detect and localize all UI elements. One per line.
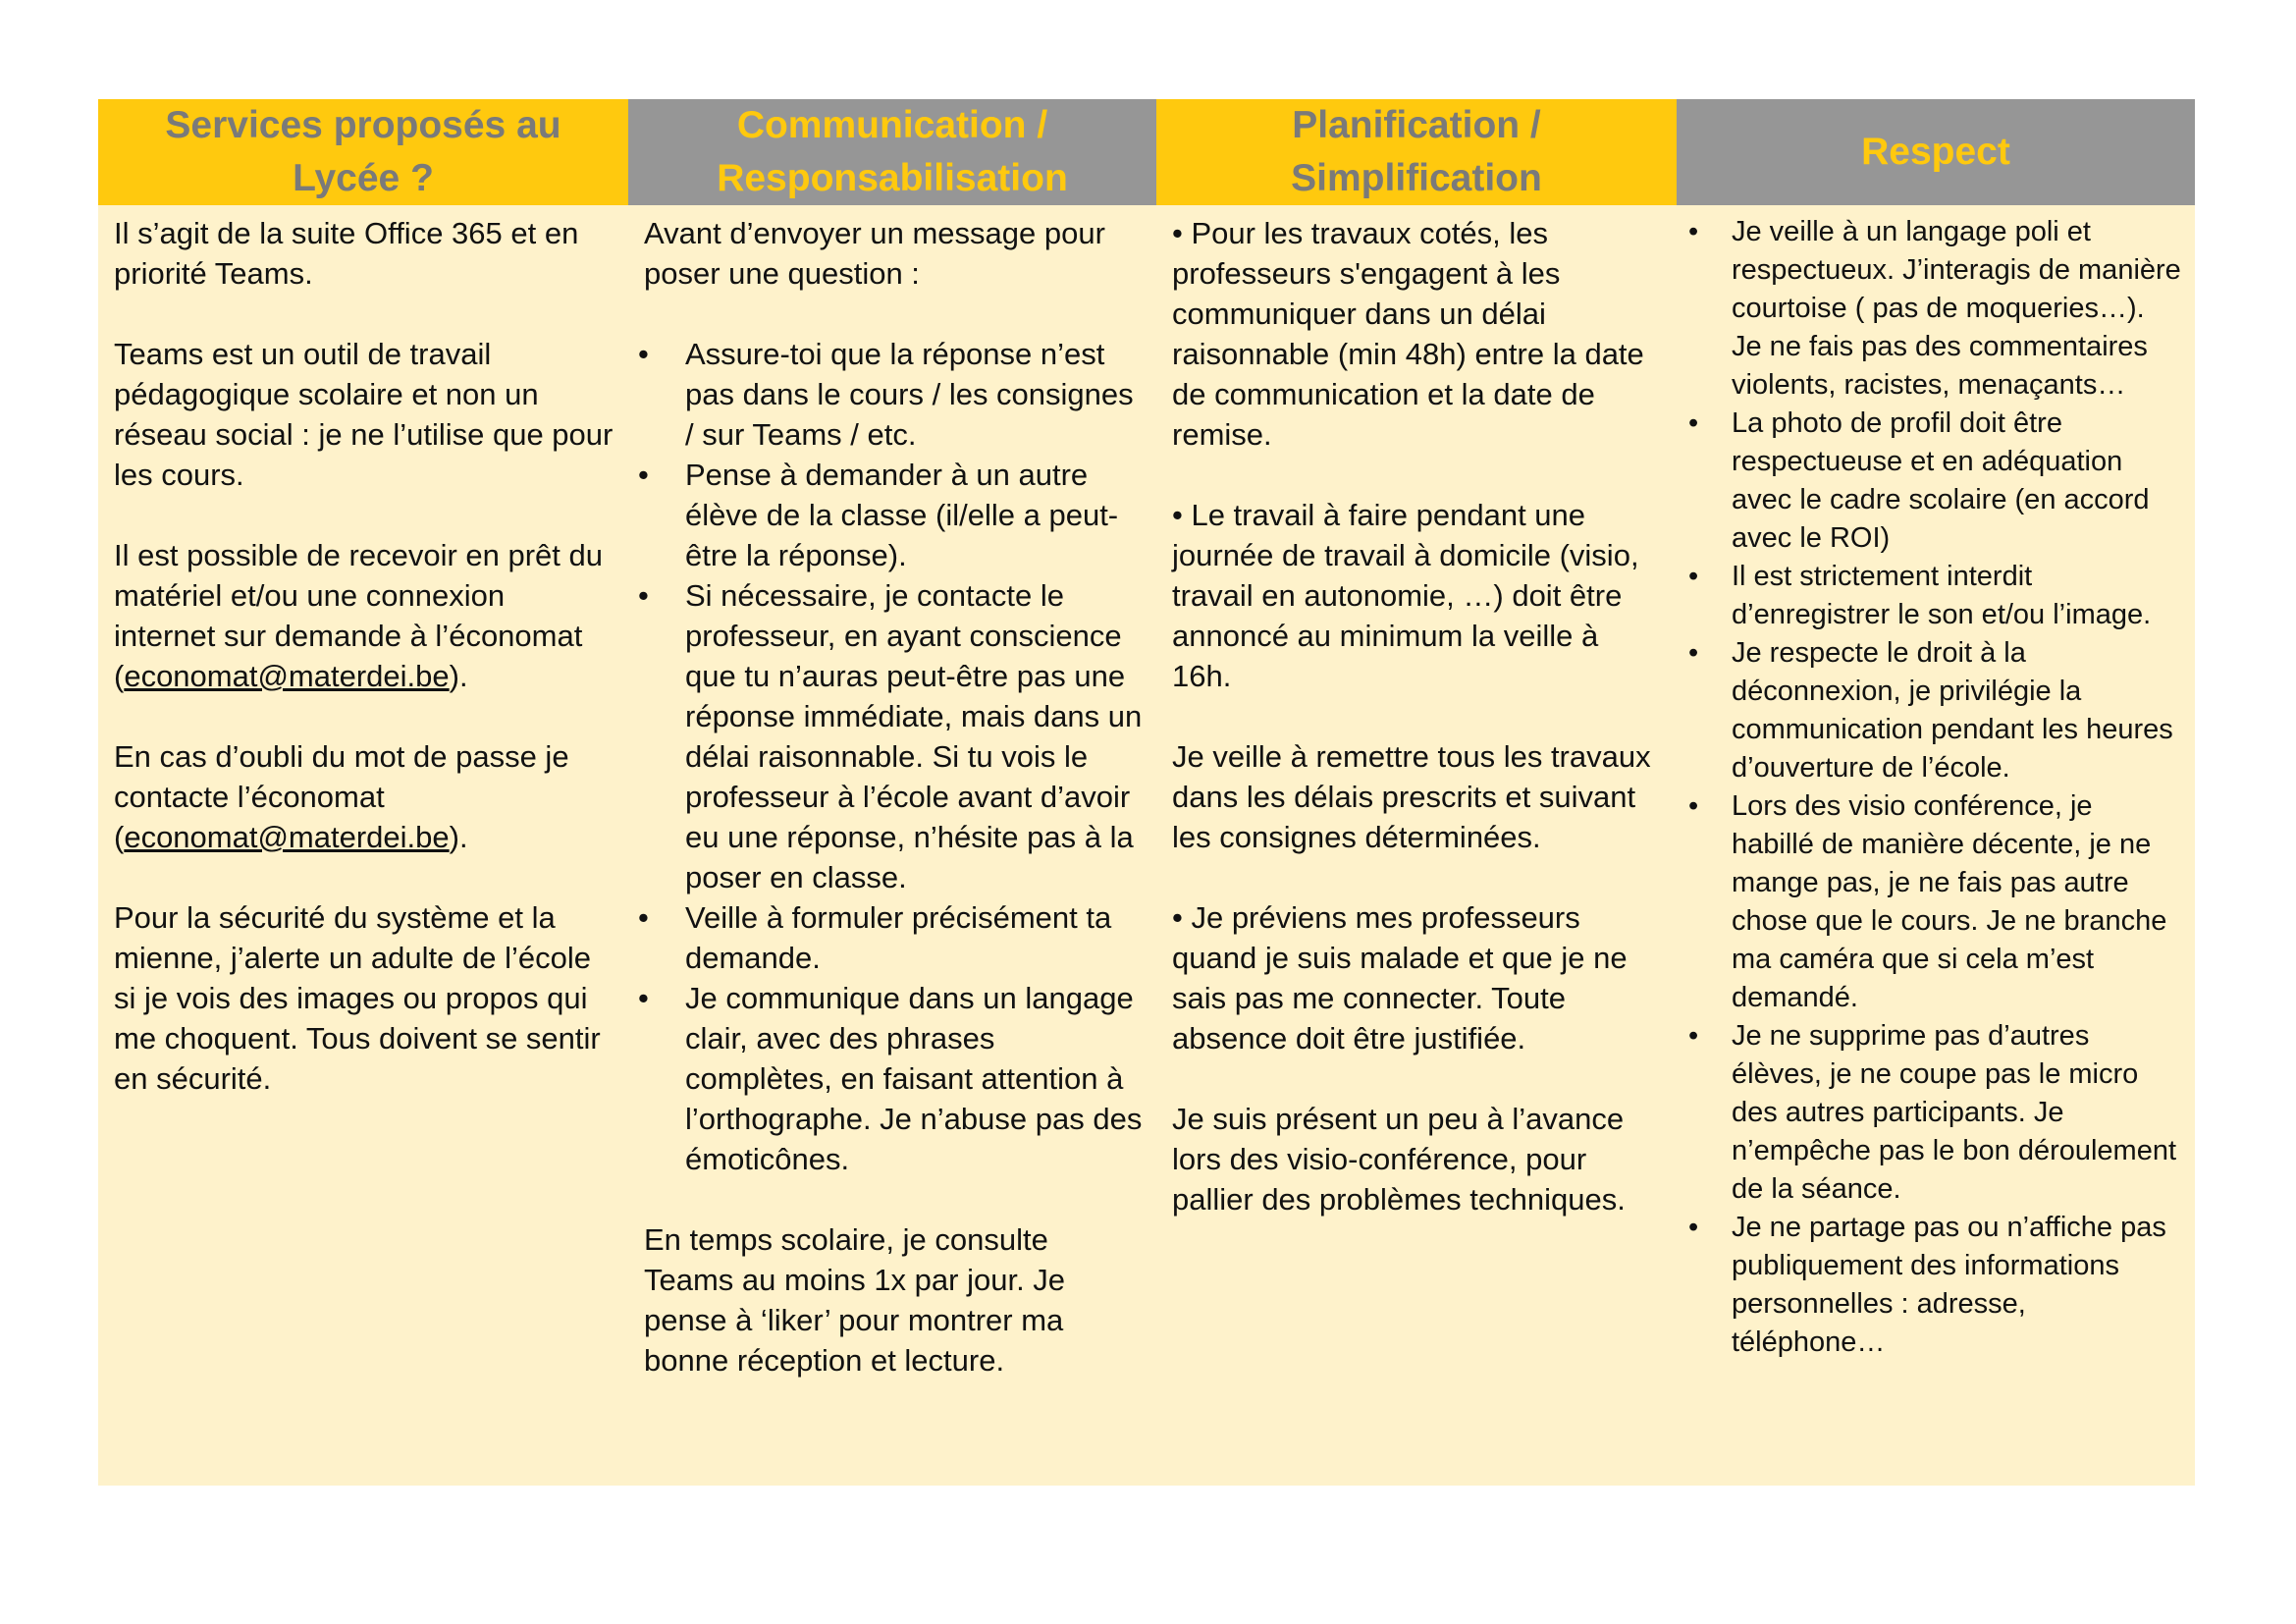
list-item: • Lors des visio conférence, je habillé de manière décente, je ne mange pas, je ne fais pas autre chose que le cours. Je ne branche ma caméra que si cela m’est demandé. — [1681, 787, 2181, 1017]
communication-intro: Avant d’envoyer un message pour poser une question : — [644, 216, 1105, 291]
header-services-line1: Services proposés au — [165, 104, 561, 146]
planification-paragraph: • Je préviens mes professeurs quand je suis malade et que je ne sais pas me connecter. Toute absence doit être justifiée. — [1172, 900, 1628, 1056]
header-respect-line1: Respect — [1861, 131, 2010, 173]
services-paragraph — [114, 736, 614, 857]
planification-paragraph: Je suis présent un peu à l’avance lors des visio-conférence, pour pallier des problèmes techniques. — [1172, 1102, 1626, 1217]
header-planification-line1: Planification / — [1292, 104, 1541, 146]
planification-paragraph: • Pour les travaux cotés, les professeurs s'engagent à les communiquer dans un délai raisonnable (min 48h) entre la date de communication et la date de remise. — [1172, 216, 1644, 452]
list-item: • Je respecte le droit à la déconnexion, je privilégie la communication pendant les heures d’ouverture de l’école. — [1681, 634, 2181, 787]
economat-email-link[interactable]: economat@materdei.be — [124, 659, 450, 693]
password-text: En cas d’oubli du mot de passe je contacte l’économat ( — [114, 739, 569, 854]
planification-paragraph: Je veille à remettre tous les travaux dans les délais prescrits et suivant les consignes déterminées. — [1172, 739, 1651, 854]
header-services-line2: Lycée ? — [293, 157, 434, 199]
planification-cell — [1156, 205, 1677, 1486]
list-item: • Je ne partage pas ou n’affiche pas publiquement des informations personnelles : adresse, téléphone… — [1681, 1209, 2181, 1362]
loan-text-end: ). — [449, 659, 468, 693]
list-item: • Si nécessaire, je contacte le professeur, en ayant conscience que tu n’auras peut-être pas une réponse immédiate, mais dans un délai raisonnable. Si tu vois le professeur à l’école avant d’avoir eu une réponse, n’hésite pas à la poser en classe. — [644, 575, 1143, 897]
services-paragraph: Teams est un outil de travail pédagogique scolaire et non un réseau social : je ne l’utilise que pour les cours. — [114, 337, 614, 492]
services-paragraph — [114, 535, 614, 696]
services-paragraph: Pour la sécurité du système et la mienne, j’alerte un adulte de l’école si je vois des images ou propos qui me choquent. Tous doivent se sentir en sécurité. — [114, 900, 601, 1096]
communication-list — [644, 334, 1143, 1179]
economat-email-link[interactable]: economat@materdei.be — [124, 820, 450, 854]
planification-paragraph: • Le travail à faire pendant une journée de travail à domicile (visio, travail en autonomie, …) doit être annoncé au minimum la veille à 16h. — [1172, 498, 1639, 693]
password-text-end: ). — [449, 820, 468, 854]
header-respect — [1677, 99, 2195, 205]
list-item: • Assure-toi que la réponse n’est pas dans le cours / les consignes / sur Teams / etc. — [644, 334, 1143, 455]
list-item: • Il est strictement interdit d’enregistrer le son et/ou l’image. — [1681, 558, 2181, 634]
services-cell — [98, 205, 628, 1486]
communication-outro: En temps scolaire, je consulte Teams au moins 1x par jour. Je pense à ‘liker’ pour montrer ma bonne réception et lecture. — [644, 1222, 1066, 1378]
header-communication-line1: Communication / — [736, 104, 1048, 146]
list-item: • Je communique dans un langage clair, avec des phrases complètes, en faisant attention à l’orthographe. Je n’abuse pas des émoticônes. — [644, 978, 1143, 1179]
header-communication-line2: Responsabilisation — [717, 157, 1068, 199]
respect-cell — [1677, 205, 2195, 1486]
services-paragraph: Il s’agit de la suite Office 365 et en priorité Teams. — [114, 216, 579, 291]
charter-table — [98, 99, 2195, 1486]
list-item: • La photo de profil doit être respectueuse et en adéquation avec le cadre scolaire (en accord avec le ROI) — [1681, 405, 2181, 558]
header-planification — [1156, 99, 1677, 205]
list-item: • Je veille à un langage poli et respectueux. J’interagis de manière courtoise ( pas de moqueries…). Je ne fais pas des commentaires violents, racistes, menaçants… — [1681, 213, 2181, 405]
header-services — [98, 99, 628, 205]
communication-cell — [628, 205, 1156, 1486]
header-planification-line2: Simplification — [1291, 157, 1542, 199]
list-item: • Je ne supprime pas d’autres élèves, je ne coupe pas le micro des autres participants. Je n’empêche pas le bon déroulement de la séance. — [1681, 1017, 2181, 1209]
header-communication — [628, 99, 1156, 205]
respect-list — [1681, 213, 2181, 1362]
loan-text: Il est possible de recevoir en prêt du matériel et/ou une connexion internet sur demande à l’économat ( — [114, 538, 603, 693]
list-item: • Veille à formuler précisément ta demande. — [644, 897, 1143, 978]
list-item: • Pense à demander à un autre élève de la classe (il/elle a peut-être la réponse). — [644, 455, 1143, 575]
